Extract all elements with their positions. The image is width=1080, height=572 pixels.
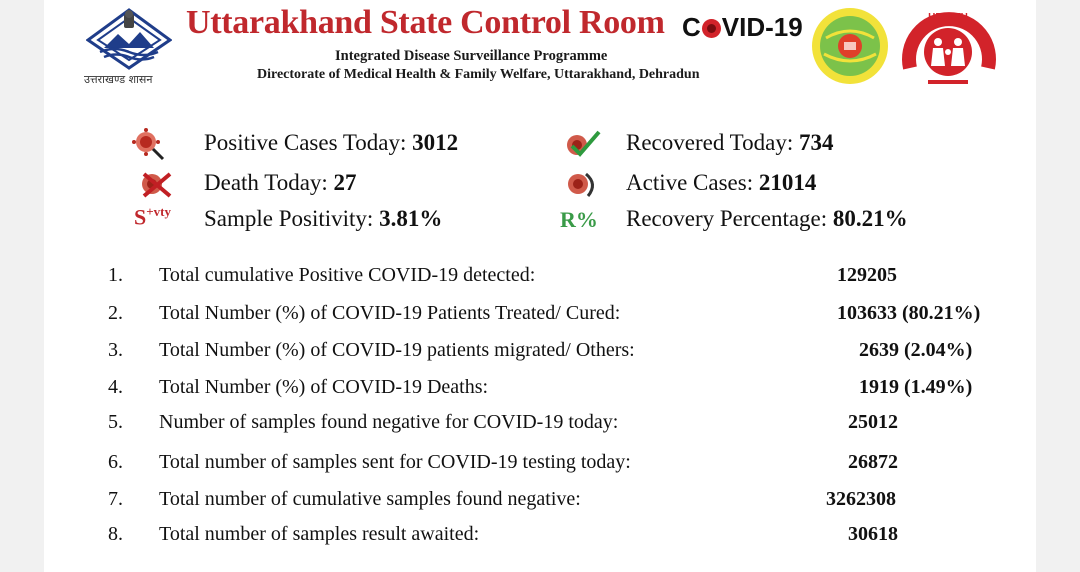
row-value: 26872 [848,451,898,473]
row-number: 2. [108,302,123,324]
covid-virus-icon [702,19,721,38]
row-value: 129205 [837,264,897,286]
row-label: Total Number (%) of COVID-19 Deaths: [159,376,489,398]
death-today: Death Today: 27 [204,170,357,195]
row-label: Total number of samples sent for COVID-19 testing today: [159,451,631,473]
row-number: 6. [108,451,123,473]
directorate-subtitle: Directorate of Medical Health & Family Welfare, Uttarakhand, Dehradun [257,67,700,82]
row-number: 4. [108,376,123,398]
row-label: Total number of cumulative samples found negative: [159,488,581,510]
svg-text:HEALTH: HEALTH [928,12,968,23]
row-value: 1919 (1.49%) [859,376,973,398]
recovery-percentage: Recovery Percentage: 80.21% [626,206,908,231]
row-value: 25012 [848,411,898,433]
row-label: Total number of samples result awaited: [159,523,480,545]
row-label: Total Number (%) of COVID-19 patients migrated/ Others: [159,339,635,361]
nhm-caption [900,0,996,86]
row-value: 30618 [848,523,898,545]
row-number: 7. [108,488,123,510]
virus-arrow-icon [564,168,600,200]
covid-19-label: C VID-19 [682,12,803,42]
row-label: Total cumulative Positive COVID-19 detected: [159,264,536,286]
sample-positivity-symbol: $S^{+vty}$ [134,204,171,230]
programme-subtitle: Integrated Disease Surveillance Programme [335,48,608,64]
positive-cases-today: Positive Cases Today: 3012 [204,130,459,155]
govt-caption: उत्तराखण्ड शासन [84,73,153,86]
virus-cross-icon [138,168,174,200]
active-cases: Active Cases: 21014 [626,170,817,195]
sample-positivity: Sample Positivity: 3.81% [204,206,443,231]
virus-check-icon [562,128,602,162]
row-label: Total Number (%) of COVID-19 Patients Treated/ Cured: [159,302,621,324]
row-value: 3262308 [826,488,896,510]
row-label: Number of samples found negative for COVID-19 today: [159,411,619,433]
row-number: 8. [108,523,123,545]
row-value: 2639 (2.04%) [859,339,973,361]
virus-magnifier-icon [132,128,166,162]
row-number: 3. [108,339,123,361]
row-number: 1. [108,264,123,286]
row-number: 5. [108,411,123,433]
row-value: 103633 (80.21%) [837,302,981,324]
uttarakhand-emblem-logo [86,8,172,70]
recovery-percentage-symbol: R% [560,207,598,232]
recovered-today: Recovered Today: 734 [626,130,834,155]
idsp-globe-logo [810,6,890,86]
page-title: Uttarakhand State Control Room [186,4,665,41]
